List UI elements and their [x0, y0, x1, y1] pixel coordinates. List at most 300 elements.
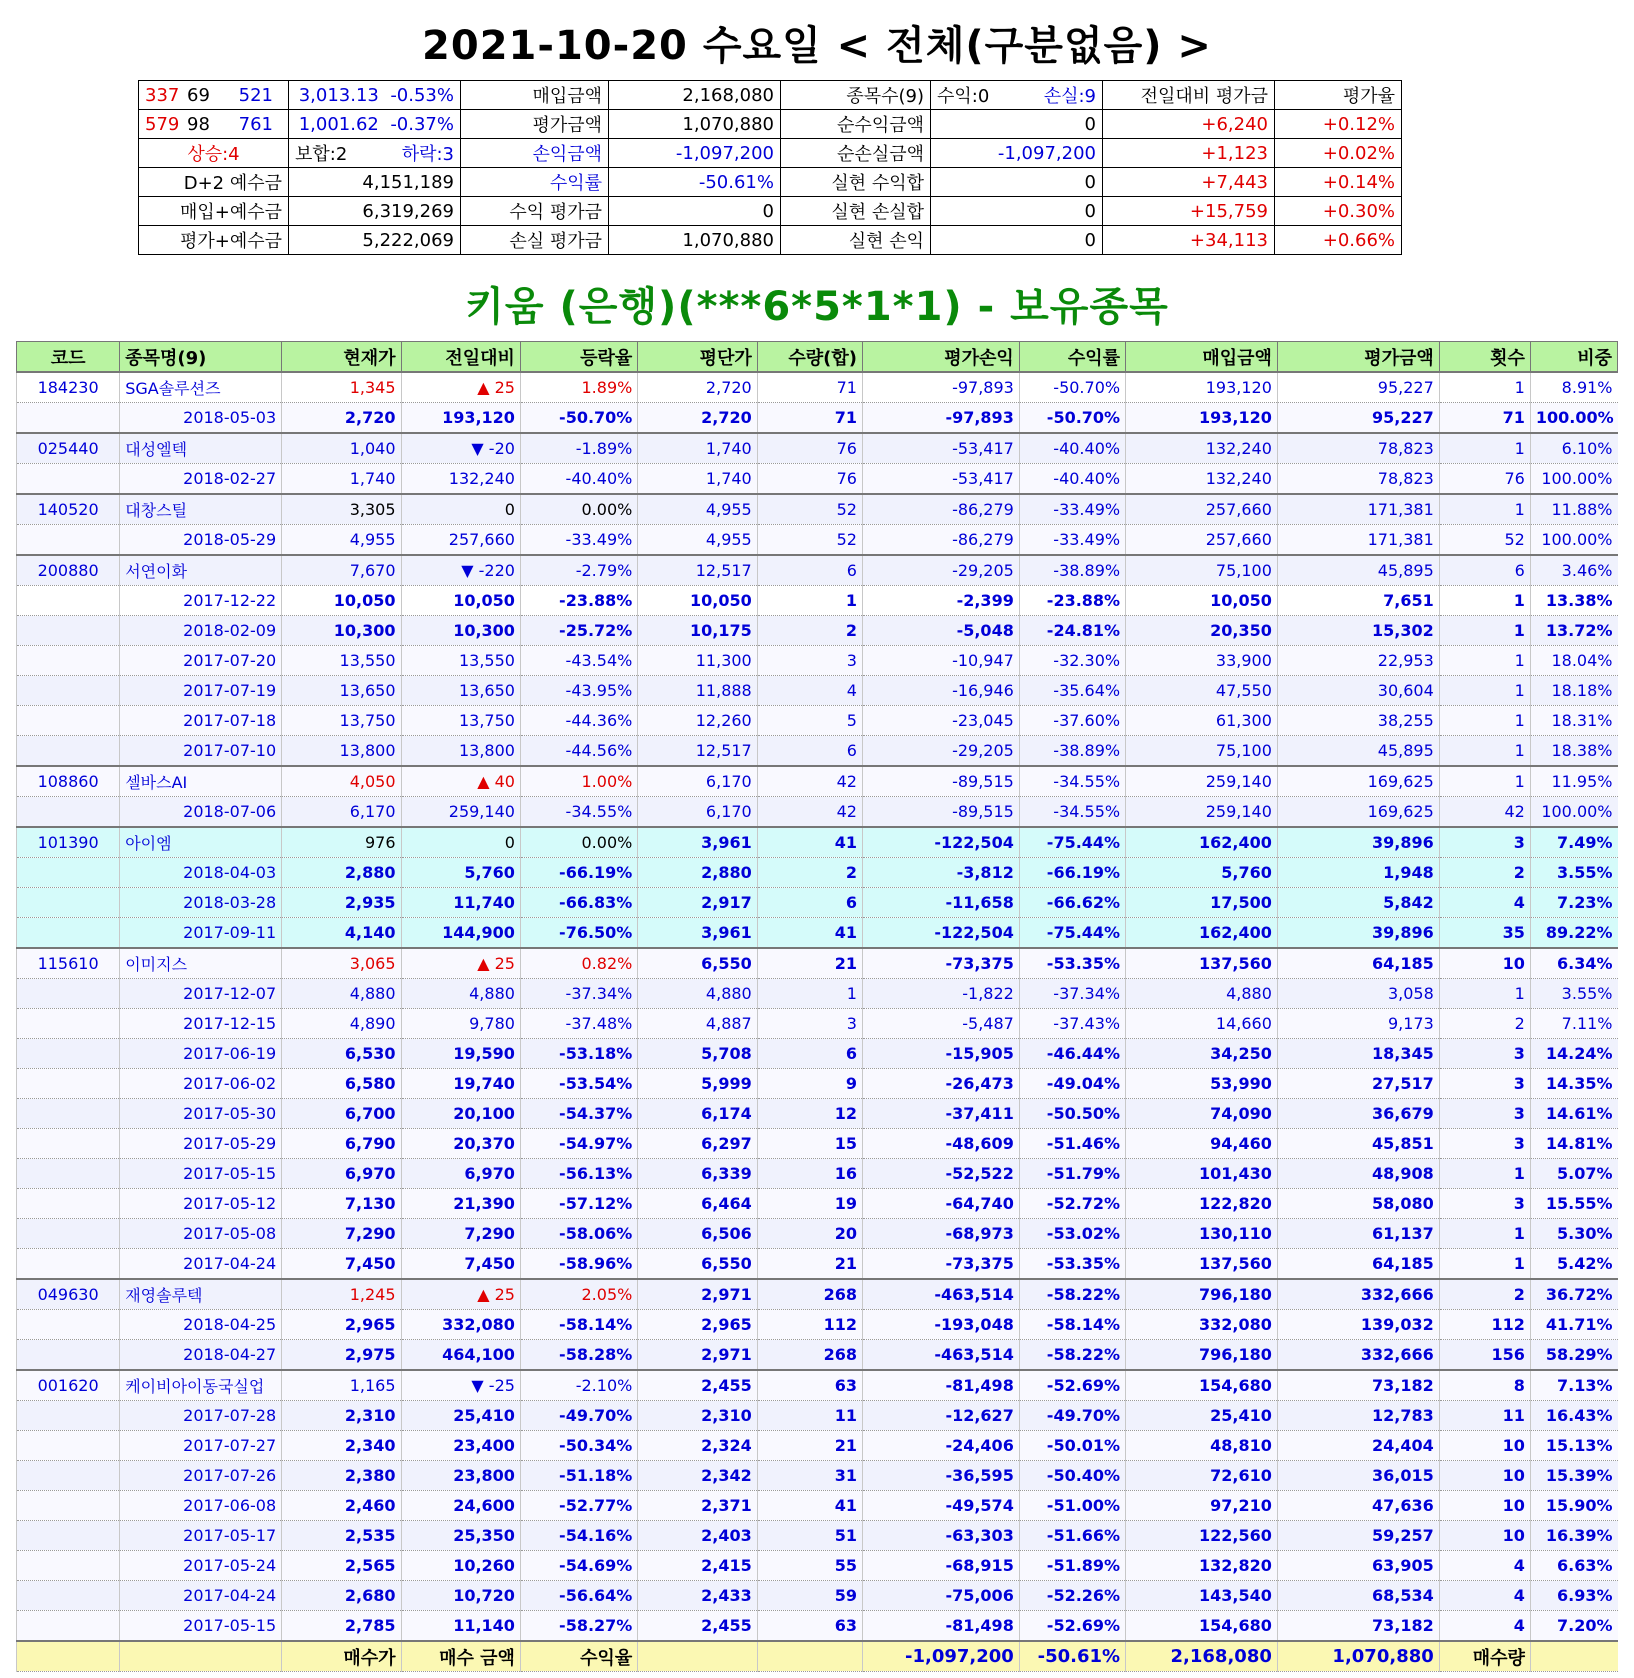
- table-cell: 6: [757, 888, 862, 918]
- table-cell: 95,227: [1277, 403, 1439, 434]
- table-cell: 19,590: [401, 1039, 520, 1069]
- buy-date-cell: 2017-06-19: [120, 1039, 282, 1069]
- column-header[interactable]: 수익률: [1019, 342, 1125, 373]
- table-cell: 2,785: [282, 1611, 401, 1642]
- stock-code-cell: [17, 1009, 120, 1039]
- table-cell: ▲ 25: [401, 948, 520, 979]
- column-header[interactable]: 전일대비: [401, 342, 520, 373]
- table-cell: 1: [1439, 1249, 1530, 1280]
- table-cell: 268: [757, 1340, 862, 1371]
- stock-code-cell: [17, 1159, 120, 1189]
- table-cell: 1: [1439, 1219, 1530, 1249]
- lot-detail-row[interactable]: [17, 1249, 1618, 1280]
- column-header[interactable]: 현재가: [282, 342, 401, 373]
- table-cell: 169,625: [1277, 766, 1439, 797]
- table-cell: -73,375: [862, 1249, 1019, 1280]
- table-cell: 2,965: [282, 1310, 401, 1340]
- buy-date-cell: 2017-12-15: [120, 1009, 282, 1039]
- table-cell: -58.27%: [520, 1611, 637, 1642]
- table-cell: -33.49%: [1019, 494, 1125, 525]
- lot-detail-row[interactable]: [17, 1069, 1618, 1099]
- table-cell: 7.13%: [1530, 1370, 1617, 1401]
- table-cell: 5,842: [1277, 888, 1439, 918]
- table-cell: 71: [757, 403, 862, 434]
- table-cell: 14.35%: [1530, 1069, 1617, 1099]
- lot-detail-row[interactable]: [17, 706, 1618, 736]
- table-cell: 7,130: [282, 1189, 401, 1219]
- table-cell: 16: [757, 1159, 862, 1189]
- summary-pct: +0.30%: [1275, 197, 1402, 226]
- table-cell: 19: [757, 1189, 862, 1219]
- buy-date-cell: 2018-02-09: [120, 616, 282, 646]
- table-cell: -75.44%: [1019, 918, 1125, 949]
- table-cell: -46.44%: [1019, 1039, 1125, 1069]
- table-cell: 7.11%: [1530, 1009, 1617, 1039]
- table-cell: -54.37%: [520, 1099, 637, 1129]
- table-cell: 8.91%: [1530, 372, 1617, 403]
- summary-value: 0: [931, 110, 1103, 139]
- stock-summary-row[interactable]: [17, 948, 1618, 979]
- table-cell: -34.55%: [520, 797, 637, 828]
- table-cell: 7,651: [1277, 586, 1439, 616]
- summary-label: 전일대비 평가금: [1103, 81, 1275, 110]
- table-cell: 76: [757, 464, 862, 495]
- table-cell: 6: [757, 736, 862, 767]
- lot-detail-row[interactable]: [17, 525, 1618, 556]
- lot-detail-row[interactable]: [17, 1491, 1618, 1521]
- lot-detail-row[interactable]: [17, 858, 1618, 888]
- lot-detail-row[interactable]: [17, 1340, 1618, 1371]
- table-cell: 45,895: [1277, 736, 1439, 767]
- table-cell: 156: [1439, 1340, 1530, 1371]
- table-cell: 2,415: [638, 1551, 757, 1581]
- table-cell: 2,380: [282, 1461, 401, 1491]
- table-cell: -50.40%: [1019, 1461, 1125, 1491]
- summary-value: 0: [931, 168, 1103, 197]
- table-cell: 42: [1439, 797, 1530, 828]
- table-cell: 6,297: [638, 1129, 757, 1159]
- table-cell: 12,517: [638, 555, 757, 586]
- stock-summary-row[interactable]: [17, 766, 1618, 797]
- table-cell: 1,165: [282, 1370, 401, 1401]
- lot-detail-row[interactable]: [17, 1099, 1618, 1129]
- stock-code-cell: [17, 918, 120, 949]
- table-cell: 10: [1439, 1431, 1530, 1461]
- table-cell: 6,970: [401, 1159, 520, 1189]
- lot-detail-row[interactable]: [17, 797, 1618, 828]
- table-cell: 27,517: [1277, 1069, 1439, 1099]
- table-cell: 13,800: [401, 736, 520, 767]
- table-cell: -51.89%: [1019, 1551, 1125, 1581]
- table-cell: 12,783: [1277, 1401, 1439, 1431]
- stock-name-cell: 케이비아이동국실업: [120, 1370, 282, 1401]
- lot-detail-row[interactable]: [17, 616, 1618, 646]
- summary-row: [139, 226, 1402, 255]
- footer-cell: 매수량: [1439, 1641, 1530, 1672]
- table-cell: 74,090: [1126, 1099, 1278, 1129]
- summary-label: 실현 수익합: [781, 168, 931, 197]
- table-cell: 139,032: [1277, 1310, 1439, 1340]
- table-cell: 6: [757, 555, 862, 586]
- table-cell: 154,680: [1126, 1611, 1278, 1642]
- table-cell: -1.89%: [520, 433, 637, 464]
- stock-code-cell: [17, 586, 120, 616]
- stock-summary-row[interactable]: [17, 555, 1618, 586]
- table-cell: 20,350: [1126, 616, 1278, 646]
- buy-date-cell: 2017-05-15: [120, 1159, 282, 1189]
- table-cell: ▼ -220: [401, 555, 520, 586]
- table-cell: 257,660: [1126, 494, 1278, 525]
- stock-code-cell: 115610: [17, 948, 120, 979]
- table-cell: 2,680: [282, 1581, 401, 1611]
- table-cell: 2,403: [638, 1521, 757, 1551]
- table-cell: 9,173: [1277, 1009, 1439, 1039]
- summary-label: 실현 손실합: [781, 197, 931, 226]
- table-cell: 162,400: [1126, 827, 1278, 858]
- table-cell: 130,110: [1126, 1219, 1278, 1249]
- lot-detail-row[interactable]: [17, 979, 1618, 1009]
- kospi-down-count: 521: [238, 84, 273, 106]
- table-cell: 48,810: [1126, 1431, 1278, 1461]
- table-cell: -50.50%: [1019, 1099, 1125, 1129]
- table-footer-row: [17, 1641, 1618, 1672]
- column-header[interactable]: 매입금액: [1126, 342, 1278, 373]
- table-cell: -64,740: [862, 1189, 1019, 1219]
- table-cell: 7,290: [282, 1219, 401, 1249]
- table-cell: -463,514: [862, 1340, 1019, 1371]
- table-cell: 7,290: [401, 1219, 520, 1249]
- stock-code-cell: [17, 1551, 120, 1581]
- column-header[interactable]: 등락율: [520, 342, 637, 373]
- table-cell: -73,375: [862, 948, 1019, 979]
- table-cell: 76: [1439, 464, 1530, 495]
- table-cell: 15.13%: [1530, 1431, 1617, 1461]
- footer-cell: [638, 1641, 757, 1672]
- summary-label: 종목수(9): [781, 81, 931, 110]
- table-cell: 39,896: [1277, 827, 1439, 858]
- table-cell: -50.70%: [520, 403, 637, 434]
- buy-date-cell: 2017-07-26: [120, 1461, 282, 1491]
- stock-summary-row[interactable]: [17, 433, 1618, 464]
- lot-detail-row[interactable]: [17, 464, 1618, 495]
- table-cell: -54.69%: [520, 1551, 637, 1581]
- table-cell: 259,140: [1126, 797, 1278, 828]
- table-cell: 75,100: [1126, 555, 1278, 586]
- column-header[interactable]: 평단가: [638, 342, 757, 373]
- table-cell: -49.04%: [1019, 1069, 1125, 1099]
- table-cell: 24,404: [1277, 1431, 1439, 1461]
- stock-summary-row[interactable]: [17, 1279, 1618, 1310]
- stock-code-cell: 184230: [17, 372, 120, 403]
- table-cell: 171,381: [1277, 525, 1439, 556]
- summary-row: [139, 110, 1402, 139]
- lot-detail-row[interactable]: [17, 1009, 1618, 1039]
- summary-row: [139, 81, 1402, 110]
- lot-detail-row[interactable]: [17, 403, 1618, 434]
- lot-detail-row[interactable]: [17, 1039, 1618, 1069]
- summary-delta: +7,443: [1103, 168, 1275, 197]
- table-cell: 1: [1439, 494, 1530, 525]
- lot-detail-row[interactable]: [17, 1401, 1618, 1431]
- stock-code-cell: [17, 888, 120, 918]
- lot-detail-row[interactable]: [17, 1521, 1618, 1551]
- table-cell: 52: [757, 494, 862, 525]
- footer-cell: 1,070,880: [1277, 1641, 1439, 1672]
- table-cell: 14.81%: [1530, 1129, 1617, 1159]
- stock-name-cell: SGA솔루션즈: [120, 372, 282, 403]
- stock-code-cell: [17, 979, 120, 1009]
- stock-summary-row[interactable]: [17, 1370, 1618, 1401]
- table-cell: 71: [1439, 403, 1530, 434]
- summary-value: 2,168,080: [609, 81, 781, 110]
- stock-summary-row[interactable]: [17, 827, 1618, 858]
- table-cell: 64,185: [1277, 948, 1439, 979]
- table-cell: 4: [1439, 1611, 1530, 1642]
- table-cell: 2,880: [638, 858, 757, 888]
- footer-cell: 2,168,080: [1126, 1641, 1278, 1672]
- summary-delta: +1,123: [1103, 139, 1275, 168]
- table-cell: 259,140: [401, 797, 520, 828]
- lot-detail-row[interactable]: [17, 918, 1618, 949]
- table-cell: 2,535: [282, 1521, 401, 1551]
- table-cell: -53,417: [862, 464, 1019, 495]
- table-cell: ▼ -25: [401, 1370, 520, 1401]
- table-cell: -49,574: [862, 1491, 1019, 1521]
- table-cell: 2,565: [282, 1551, 401, 1581]
- table-cell: -66.19%: [520, 858, 637, 888]
- table-cell: -54.97%: [520, 1129, 637, 1159]
- table-cell: 59,257: [1277, 1521, 1439, 1551]
- table-cell: 16.39%: [1530, 1521, 1617, 1551]
- column-header[interactable]: 수량(합): [757, 342, 862, 373]
- table-cell: 11: [1439, 1401, 1530, 1431]
- table-cell: -97,893: [862, 372, 1019, 403]
- column-header[interactable]: 횟수: [1439, 342, 1530, 373]
- table-cell: 2,720: [638, 372, 757, 403]
- stock-code-cell: 108860: [17, 766, 120, 797]
- table-cell: 112: [757, 1310, 862, 1340]
- summary-label: 순손실금액: [781, 139, 931, 168]
- table-cell: 42: [757, 797, 862, 828]
- table-cell: -32.30%: [1019, 646, 1125, 676]
- table-cell: 47,550: [1126, 676, 1278, 706]
- table-cell: 25,410: [401, 1401, 520, 1431]
- table-cell: 53,990: [1126, 1069, 1278, 1099]
- lot-detail-row[interactable]: [17, 1219, 1618, 1249]
- table-cell: -43.54%: [520, 646, 637, 676]
- stock-summary-row[interactable]: [17, 494, 1618, 525]
- column-header[interactable]: 평가손익: [862, 342, 1019, 373]
- summary-value: 0: [931, 226, 1103, 255]
- table-cell: 1,740: [282, 464, 401, 495]
- table-cell: 15.55%: [1530, 1189, 1617, 1219]
- table-cell: 11.88%: [1530, 494, 1617, 525]
- buy-date-cell: 2018-05-03: [120, 403, 282, 434]
- table-cell: 6.63%: [1530, 1551, 1617, 1581]
- table-cell: 34,250: [1126, 1039, 1278, 1069]
- buy-date-cell: 2017-05-08: [120, 1219, 282, 1249]
- buy-date-cell: 2017-05-29: [120, 1129, 282, 1159]
- table-cell: -40.40%: [1019, 433, 1125, 464]
- summary-row: [139, 197, 1402, 226]
- footer-cell: 매수가: [282, 1641, 401, 1672]
- table-cell: 6: [757, 1039, 862, 1069]
- table-cell: -89,515: [862, 797, 1019, 828]
- table-cell: 3.46%: [1530, 555, 1617, 586]
- table-cell: 2,455: [638, 1611, 757, 1642]
- table-cell: 1: [1439, 676, 1530, 706]
- table-cell: -52,522: [862, 1159, 1019, 1189]
- table-cell: -58.28%: [520, 1340, 637, 1371]
- footer-cell: [17, 1641, 120, 1672]
- stock-name-cell: 아이엠: [120, 827, 282, 858]
- table-cell: 72,610: [1126, 1461, 1278, 1491]
- lot-detail-row[interactable]: [17, 1129, 1618, 1159]
- table-cell: 41: [757, 918, 862, 949]
- table-cell: 14,660: [1126, 1009, 1278, 1039]
- table-cell: -37.34%: [520, 979, 637, 1009]
- table-cell: ▼ -20: [401, 433, 520, 464]
- table-cell: -2.79%: [520, 555, 637, 586]
- column-header[interactable]: 종목명(9): [120, 342, 282, 373]
- table-cell: 15.39%: [1530, 1461, 1617, 1491]
- table-cell: 20: [757, 1219, 862, 1249]
- table-cell: 13,550: [282, 646, 401, 676]
- column-header[interactable]: 평가금액: [1277, 342, 1439, 373]
- table-cell: 259,140: [1126, 766, 1278, 797]
- summary-pct: +0.02%: [1275, 139, 1402, 168]
- buy-date-cell: 2017-05-24: [120, 1551, 282, 1581]
- stock-summary-row[interactable]: [17, 372, 1618, 403]
- lot-detail-row[interactable]: [17, 888, 1618, 918]
- table-cell: 23,800: [401, 1461, 520, 1491]
- table-cell: -53.35%: [1019, 948, 1125, 979]
- buy-date-cell: 2018-05-29: [120, 525, 282, 556]
- stock-code-cell: [17, 1611, 120, 1642]
- table-cell: -53.18%: [520, 1039, 637, 1069]
- table-cell: 0: [401, 827, 520, 858]
- table-cell: 796,180: [1126, 1279, 1278, 1310]
- table-cell: 2,433: [638, 1581, 757, 1611]
- table-cell: 6,464: [638, 1189, 757, 1219]
- table-cell: 0.00%: [520, 827, 637, 858]
- stock-code-cell: [17, 1219, 120, 1249]
- kospi-flat-count: 69: [187, 84, 210, 106]
- lot-detail-row[interactable]: [17, 586, 1618, 616]
- table-cell: 2,460: [282, 1491, 401, 1521]
- lot-detail-row[interactable]: [17, 1611, 1618, 1642]
- kosdaq-flat-count: 98: [187, 113, 210, 135]
- lot-detail-row[interactable]: [17, 1159, 1618, 1189]
- table-cell: 11: [757, 1401, 862, 1431]
- lot-detail-row[interactable]: [17, 736, 1618, 767]
- table-cell: 6.10%: [1530, 433, 1617, 464]
- footer-cell: 수익율: [520, 1641, 637, 1672]
- stock-code-cell: [17, 1431, 120, 1461]
- table-cell: 52: [757, 525, 862, 556]
- table-cell: -40.40%: [1019, 464, 1125, 495]
- summary-value: 4,151,189: [289, 168, 461, 197]
- buy-date-cell: 2017-07-18: [120, 706, 282, 736]
- stock-code-cell: 200880: [17, 555, 120, 586]
- table-cell: 100.00%: [1530, 797, 1617, 828]
- buy-date-cell: 2018-07-06: [120, 797, 282, 828]
- table-cell: -49.70%: [1019, 1401, 1125, 1431]
- lot-detail-row[interactable]: [17, 1581, 1618, 1611]
- table-cell: 31: [757, 1461, 862, 1491]
- table-cell: 7.23%: [1530, 888, 1617, 918]
- table-cell: 2: [1439, 1009, 1530, 1039]
- table-cell: 976: [282, 827, 401, 858]
- table-cell: -66.62%: [1019, 888, 1125, 918]
- table-cell: 1.89%: [520, 372, 637, 403]
- table-cell: 122,560: [1126, 1521, 1278, 1551]
- table-cell: 5,708: [638, 1039, 757, 1069]
- table-cell: -16,946: [862, 676, 1019, 706]
- lot-detail-row[interactable]: [17, 1461, 1618, 1491]
- footer-cell: [757, 1641, 862, 1672]
- table-cell: -37.34%: [1019, 979, 1125, 1009]
- table-cell: 1: [1439, 433, 1530, 464]
- stock-code-cell: [17, 706, 120, 736]
- table-cell: 17,500: [1126, 888, 1278, 918]
- summary-delta: +15,759: [1103, 197, 1275, 226]
- table-cell: 24,600: [401, 1491, 520, 1521]
- table-cell: 45,851: [1277, 1129, 1439, 1159]
- table-cell: 193,120: [401, 403, 520, 434]
- column-header[interactable]: 코드: [17, 342, 120, 373]
- table-cell: 1: [1439, 372, 1530, 403]
- buy-date-cell: 2017-05-17: [120, 1521, 282, 1551]
- table-cell: -49.70%: [520, 1401, 637, 1431]
- table-cell: 132,240: [1126, 433, 1278, 464]
- table-cell: 10,720: [401, 1581, 520, 1611]
- lot-detail-row[interactable]: [17, 1189, 1618, 1219]
- lot-detail-row[interactable]: [17, 1310, 1618, 1340]
- lot-detail-row[interactable]: [17, 1551, 1618, 1581]
- table-cell: 5,760: [401, 858, 520, 888]
- stock-code-cell: [17, 1581, 120, 1611]
- table-cell: 3: [1439, 827, 1530, 858]
- table-cell: 6,530: [282, 1039, 401, 1069]
- table-cell: -43.95%: [520, 676, 637, 706]
- summary-pct: +0.66%: [1275, 226, 1402, 255]
- table-cell: 4,050: [282, 766, 401, 797]
- summary-value: 0: [609, 197, 781, 226]
- table-cell: 3: [1439, 1039, 1530, 1069]
- table-cell: 20,100: [401, 1099, 520, 1129]
- table-cell: 10,050: [401, 586, 520, 616]
- table-cell: 9: [757, 1069, 862, 1099]
- summary-label: 평가+예수금: [139, 226, 289, 255]
- lot-detail-row[interactable]: [17, 676, 1618, 706]
- lot-detail-row[interactable]: [17, 1431, 1618, 1461]
- table-cell: 5,999: [638, 1069, 757, 1099]
- summary-label: 수익 평가금: [461, 197, 609, 226]
- stock-code-cell: [17, 1039, 120, 1069]
- column-header[interactable]: 비중: [1530, 342, 1617, 373]
- buy-date-cell: 2017-07-27: [120, 1431, 282, 1461]
- summary-label: 매입+예수금: [139, 197, 289, 226]
- table-cell: 2,720: [638, 403, 757, 434]
- footer-cell: 매수 금액: [401, 1641, 520, 1672]
- table-cell: 3,305: [282, 494, 401, 525]
- table-cell: -53.02%: [1019, 1219, 1125, 1249]
- table-cell: 154,680: [1126, 1370, 1278, 1401]
- table-cell: 100.00%: [1530, 464, 1617, 495]
- lot-detail-row[interactable]: [17, 646, 1618, 676]
- summary-label: 손실 평가금: [461, 226, 609, 255]
